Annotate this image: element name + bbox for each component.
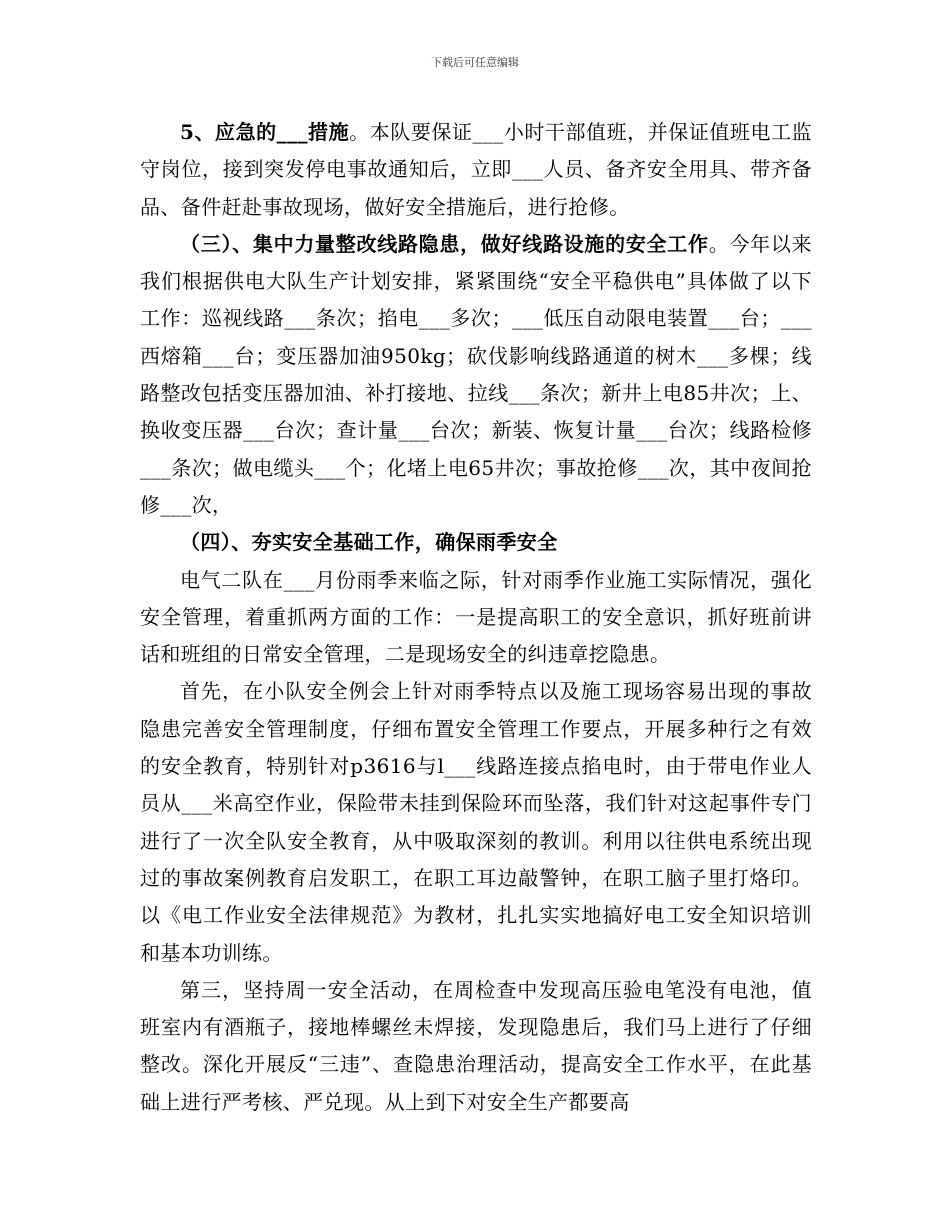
paragraph-text: 。本队要保证___小时干部值班，并保证值班电工监守岗位，接到突发停电事故通知后，立即___人员、备齐安全用具、带齐备品、备件赶赴事故现场，做好安全措施后，进行抢修。	[140, 120, 812, 219]
paragraph-first-measures	[140, 673, 812, 971]
paragraph-emergency-measures	[140, 114, 812, 226]
paragraph-text: 。今年以来我们根据供电大队生产计划安排，紧紧围绕“安全平稳供电”具体做了以下工作：巡视线路___条次；掐电___多次；___低压自动限电装置___台；___西熔箱___台；变压器加油950kg；砍伐影响线路通道的树木___多棵；线路整改包括变压器加油、补打接地、拉线___条次；新井上电85井次；上、换收变压器___台次；查计量___台次；新装、恢复计量___台次；线路检修___条次；做电缆头___个；化堵上电65井次；事故抢修___次，其中夜间抢修___次，	[140, 231, 812, 517]
page-header: 下载后可任意编辑	[431, 56, 519, 69]
paragraph-heading: （三）、集中力量整改线路隐患，做好线路设施的安全工作	[180, 231, 709, 256]
paragraph-heading: （四）、夯实安全基础工作，确保雨季安全	[180, 530, 558, 555]
paragraph-text: 第三，坚持周一安全活动，在周检查中发现高压验电笔没有电池，值班室内有酒瓶子，接地棒螺丝未焊接，发现隐患后，我们马上进行了仔细整改。深化开展反“三违”、查隐患治理活动，提高安全工作水平，在此基础上进行严考核、严兑现。从上到下对安全生产都要高	[140, 977, 812, 1114]
document-body	[140, 114, 812, 1121]
paragraph-rainy-season	[140, 562, 812, 674]
paragraph-heading: 5、应急的___措施	[180, 120, 350, 144]
paragraph-safety-foundation	[140, 524, 812, 561]
paragraph-third-measures	[140, 972, 812, 1121]
paragraph-text: 首先，在小队安全例会上针对雨季特点以及施工现场容易出现的事故隐患完善安全管理制度，仔细布置安全管理工作要点，开展多种行之有效的安全教育，特别针对p3616与l___线路连接点掐电时，由于带电作业人员从___米高空作业，保险带未挂到保险环而坠落，我们针对这起事件专门进行了一次全队安全教育，从中吸取深刻的教训。利用以往供电系统出现过的事故案例教育启发职工，在职工耳边敲警钟，在职工脑子里打烙印。以《电工作业安全法律规范》为教材，扎扎实实地搞好电工安全知识培训和基本功训练。	[140, 679, 812, 965]
paragraph-line-hazards	[140, 226, 812, 524]
paragraph-text: 电气二队在___月份雨季来临之际，针对雨季作业施工实际情况，强化安全管理，着重抓两方面的工作：一是提高职工的安全意识，抓好班前讲话和班组的日常安全管理，二是现场安全的纠违章挖隐患。	[140, 567, 812, 667]
